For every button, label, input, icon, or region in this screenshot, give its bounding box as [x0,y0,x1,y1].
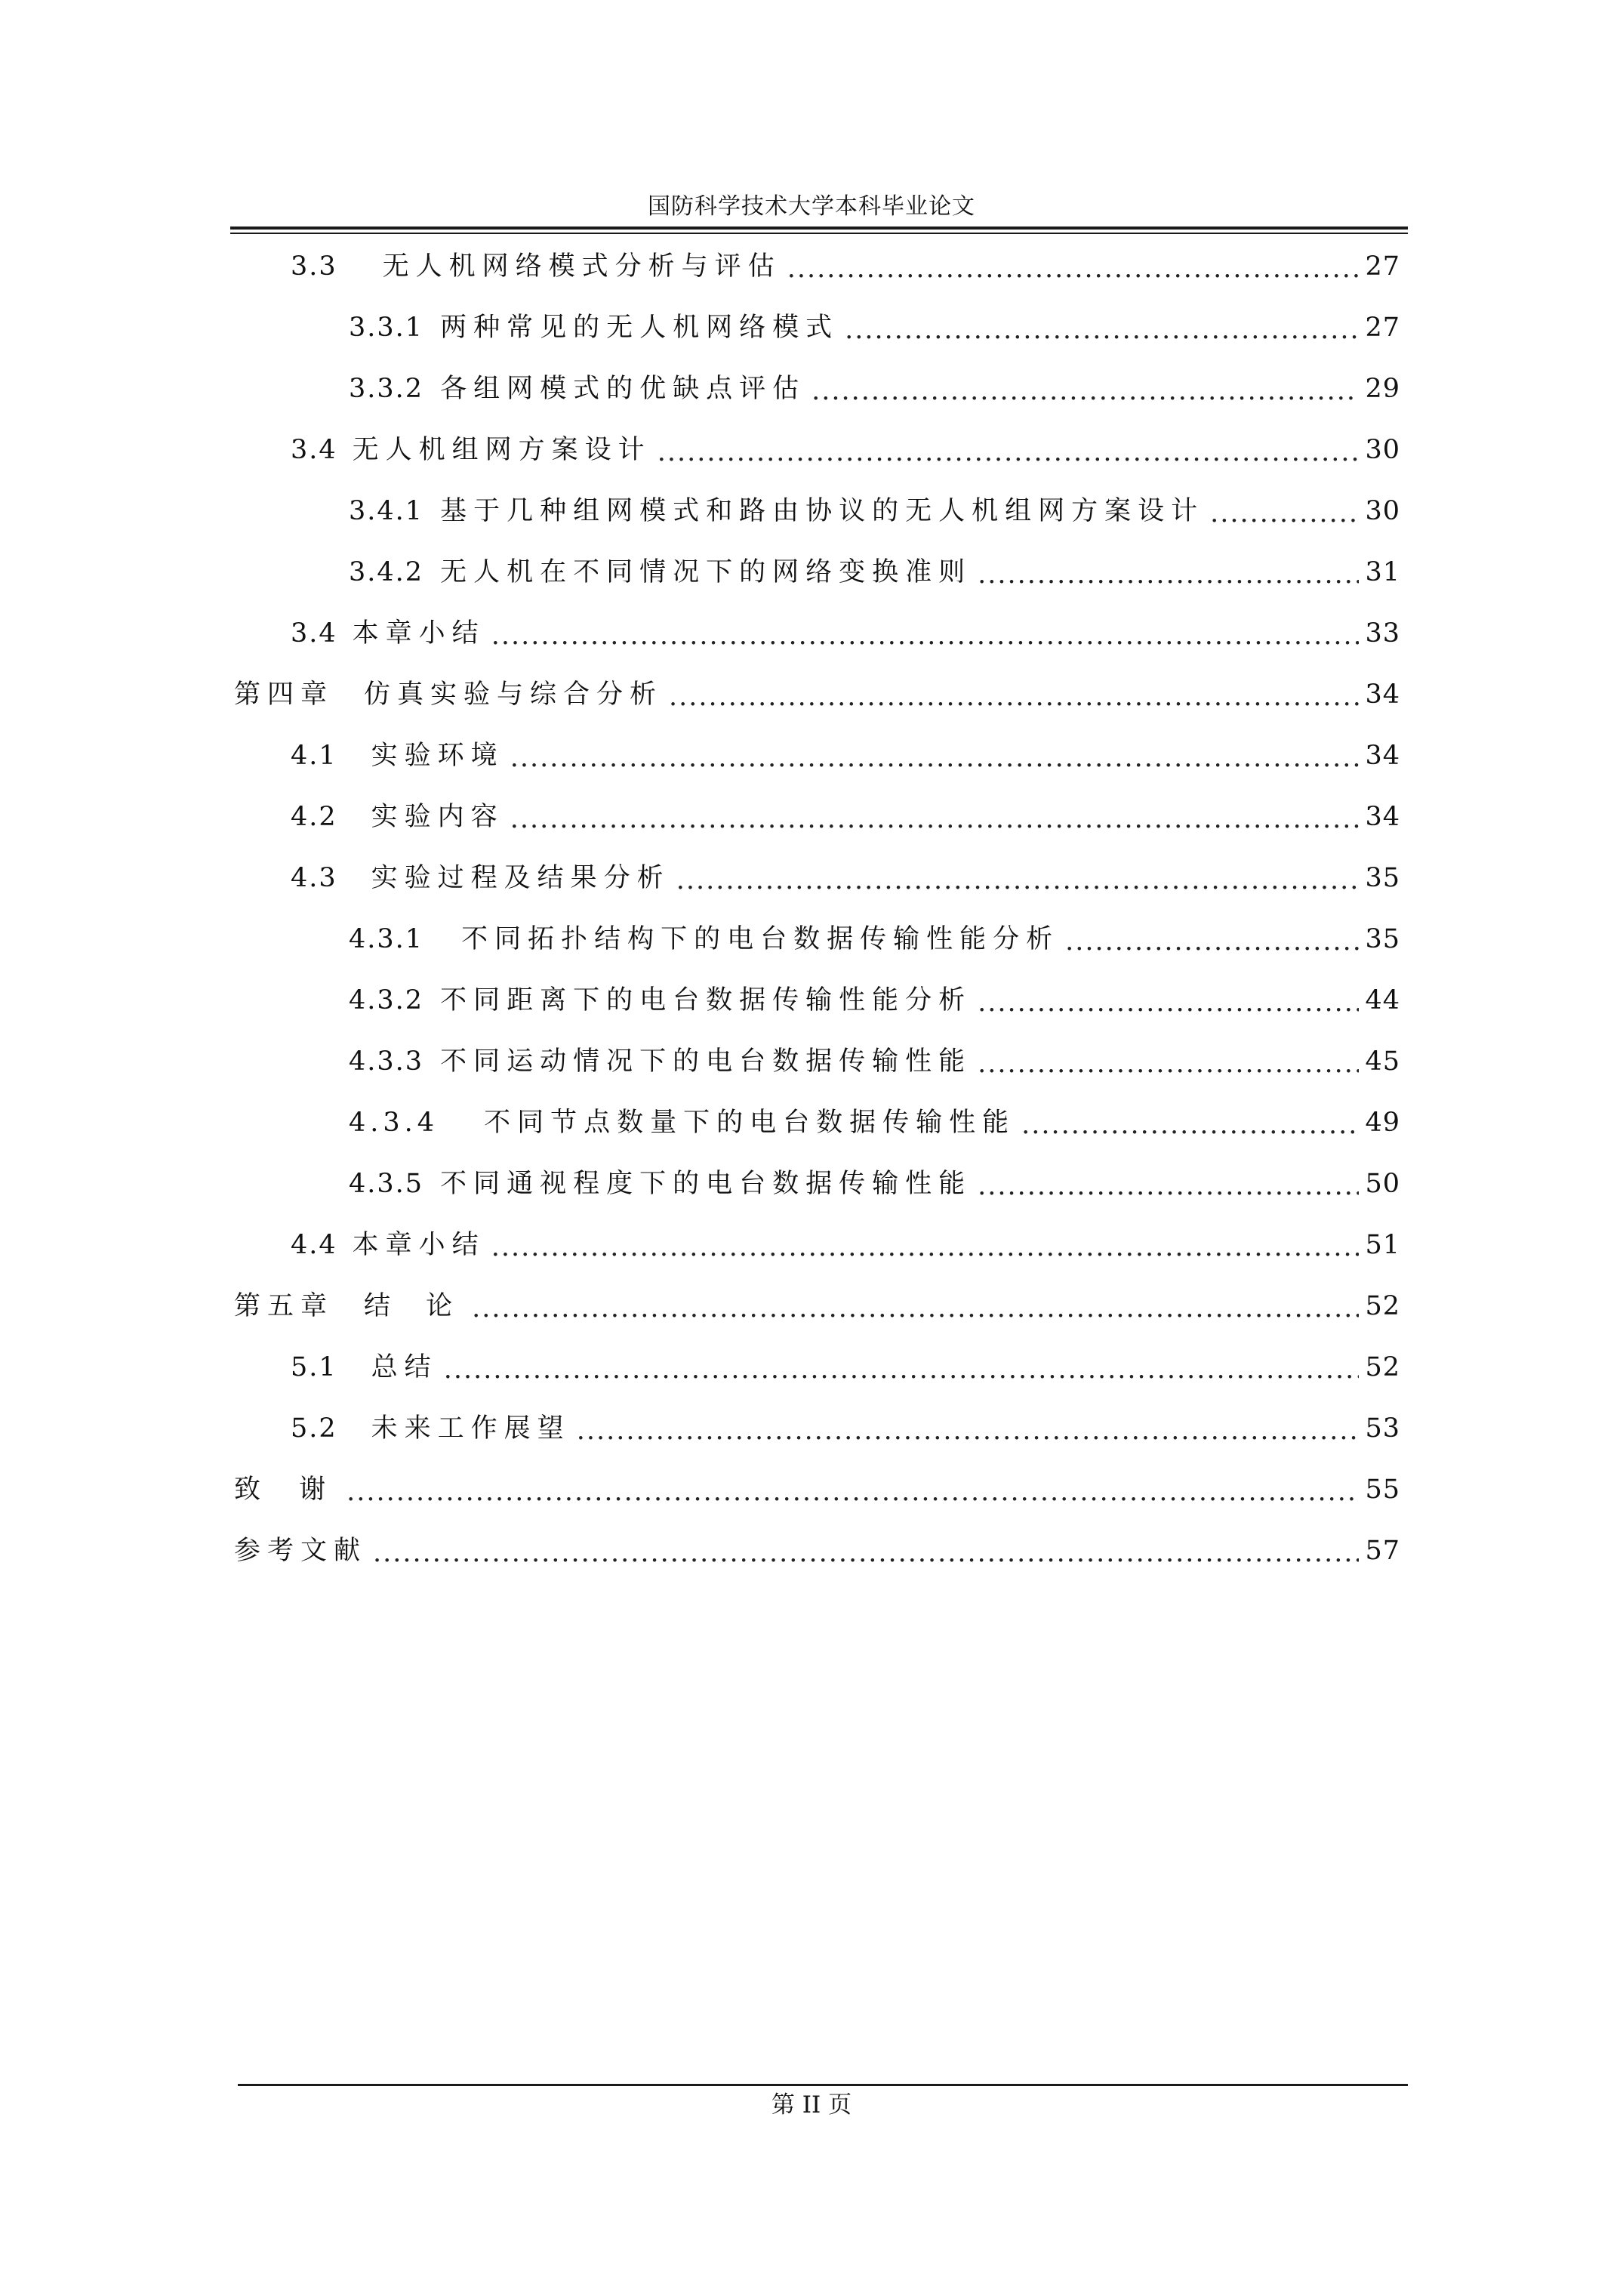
toc-entry-number: 5.1 [291,1352,337,1382]
toc-entry-page: 35 [1365,924,1400,954]
toc-entry-number: 5.2 [291,1413,337,1444]
toc-entry-title: 参考文献 [234,1536,368,1566]
toc-dot-leader [658,436,1360,469]
toc-entry-page: 44 [1365,985,1400,1015]
toc-entry-title: 本章小结 [352,618,485,649]
toc-dot-leader [669,680,1359,713]
toc-entry-title: 各组网模式的优缺点评估 [440,374,806,404]
toc-entry-page: 30 [1365,435,1400,465]
footer-rule [238,2084,1408,2086]
toc-entry[interactable] [234,1287,1400,1325]
toc-entry-number: 3.4 [291,618,337,649]
toc-entry-page: 34 [1365,802,1400,832]
toc-dot-leader [373,1536,1359,1570]
toc-entry-title: 不同运动情况下的电台数据传输性能 [440,1046,972,1077]
toc-entry-number: 3.3 [291,251,337,282]
toc-dot-leader [1021,1108,1359,1142]
toc-entry-page: 34 [1365,741,1400,771]
toc-entry-title: 实验环境 [371,741,504,771]
toc-entry-page: 35 [1365,863,1400,893]
toc-entry-number: 3.3.1 [349,313,424,343]
toc-entry-number: 4.3.5 [349,1169,424,1199]
toc-entry-title: 仿真实验与综合分析 [364,680,664,710]
toc-entry-number: 4.4 [291,1230,337,1260]
toc-dot-leader [676,864,1360,897]
toc-entry-page: 52 [1365,1352,1400,1382]
toc-entry[interactable] [349,920,1400,958]
toc-entry-title: 无人机在不同情况下的网络变换准则 [440,557,972,587]
toc-entry[interactable] [349,370,1400,408]
toc-entry-page: 34 [1365,680,1400,710]
toc-entry-page: 30 [1365,496,1400,526]
toc-dot-leader [978,1047,1359,1080]
toc-entry[interactable] [349,1104,1400,1142]
toc-entry-page: 53 [1365,1413,1400,1444]
toc-entry-number: 3.4.1 [349,496,424,526]
toc-entry-page: 27 [1365,251,1400,282]
toc-entry-page: 27 [1365,313,1400,343]
toc-entry[interactable] [291,431,1400,469]
toc-dot-leader [787,252,1360,285]
toc-entry[interactable] [291,1226,1400,1264]
toc-dot-leader [491,619,1360,652]
toc-entry-page: 33 [1365,618,1400,649]
toc-entry[interactable] [291,737,1400,775]
toc-entry[interactable] [349,553,1400,591]
toc-entry-number: 4.3.2 [349,985,424,1015]
toc-entry[interactable] [291,798,1400,836]
toc-entry-title: 无人机组网方案设计 [352,435,651,465]
toc-entry[interactable] [234,1471,1400,1509]
toc-dot-leader [472,1292,1359,1325]
toc-entry-number: 3.4.2 [349,557,424,587]
toc-entry-number: 第四章 [234,680,334,710]
toc-entry[interactable] [291,1348,1400,1386]
toc-dot-leader [845,313,1359,347]
toc-entry-title: 实验内容 [371,802,504,832]
running-header: 国防科学技术大学本科毕业论文 [648,193,975,220]
toc-dot-leader [491,1231,1360,1264]
toc-entry-page: 51 [1365,1230,1400,1260]
page-number: 第 II 页 [771,2091,852,2119]
toc-entry[interactable] [291,615,1400,652]
toc-entry-page: 52 [1365,1291,1400,1321]
toc-entry-number: 3.4 [291,435,337,465]
toc-entry-title: 两种常见的无人机网络模式 [440,313,839,343]
toc-entry-title: 基于几种组网模式和路由协议的无人机组网方案设计 [440,496,1205,526]
toc-dot-leader [346,1475,1359,1509]
toc-dot-leader [1065,925,1359,958]
toc-entry-number: 4.1 [291,741,337,771]
toc-entry[interactable] [349,1165,1400,1203]
toc-entry-title: 致 谢 [234,1475,341,1505]
toc-entry-title: 不同距离下的电台数据传输性能分析 [440,985,972,1015]
toc-dot-leader [978,558,1359,591]
toc-dot-leader [978,986,1359,1019]
toc-entry-title: 本章小结 [352,1230,485,1260]
toc-entry-page: 55 [1365,1475,1400,1505]
toc-entry[interactable] [291,859,1400,897]
toc-entry-page: 50 [1365,1169,1400,1199]
toc-entry-title: 未来工作展望 [371,1413,571,1444]
toc-entry-number: 3.3.2 [349,374,424,404]
toc-dot-leader [1210,497,1359,530]
toc-entry-title: 不同节点数量下的电台数据传输性能 [484,1108,1016,1138]
toc-entry-page: 49 [1365,1108,1400,1138]
toc-entry-title: 结 论 [364,1291,467,1321]
toc-entry-number: 4.3 [291,863,337,893]
toc-dot-leader [444,1353,1360,1386]
toc-dot-leader [978,1170,1359,1203]
toc-entry[interactable] [349,492,1400,530]
toc-entry-title: 不同通视程度下的电台数据传输性能 [440,1169,972,1199]
toc-entry-page: 31 [1365,557,1400,587]
toc-entry-page: 45 [1365,1046,1400,1077]
toc-entry-number: 4.3.3 [349,1046,424,1077]
toc-entry-number: 第五章 [234,1291,334,1321]
toc-dot-leader [510,803,1360,836]
toc-entry-page: 57 [1365,1536,1400,1566]
toc-dot-leader [812,374,1359,408]
toc-entry-title: 总结 [371,1352,438,1382]
toc-entry[interactable] [349,1043,1400,1080]
toc-entry-title: 不同拓扑结构下的电台数据传输性能分析 [461,924,1060,954]
toc-dot-leader [510,741,1360,775]
toc-dot-leader [577,1414,1360,1447]
toc-entry-number: 4.2 [291,802,337,832]
toc-entry[interactable] [291,248,1400,285]
toc-entry[interactable] [349,309,1400,347]
toc-entry-number: 4.3.1 [349,924,424,954]
toc-entry[interactable] [234,1532,1400,1570]
toc-entry-title: 实验过程及结果分析 [371,863,670,893]
toc-entry[interactable] [291,1410,1400,1447]
toc-entry-number: 4.3.4 [349,1108,439,1138]
toc-entry[interactable] [349,982,1400,1019]
toc-entry-page: 29 [1365,374,1400,404]
toc-entry-title: 无人机网络模式分析与评估 [382,251,781,282]
toc-entry[interactable] [234,676,1400,713]
